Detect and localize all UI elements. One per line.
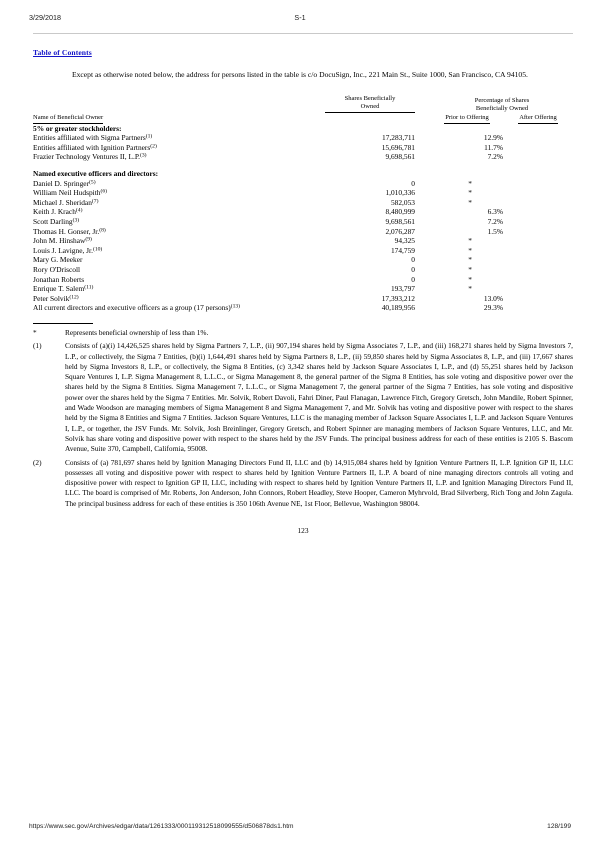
cell-owner-name: William Neil Hudspith$^{(6)}$ (33, 188, 107, 198)
table-row (33, 133, 573, 143)
footnote-reference: (6) (100, 188, 107, 195)
footnote-reference: (10) (92, 246, 103, 253)
cell-owner-name: Scott Darling$^{(3)}$ (33, 217, 80, 227)
beneficial-ownership-table (33, 95, 573, 313)
page-number: 123 (297, 526, 309, 536)
table-section-heading-row (33, 124, 573, 134)
table-cell-empty (415, 124, 431, 134)
table-row (33, 217, 573, 227)
cell-percent-after-offering (503, 246, 573, 256)
cell-percent-prior-to-offering: * (468, 245, 472, 255)
cell-percent-after-offering (503, 236, 573, 246)
cell-percent-prior-to-offering: 13.0% (483, 293, 503, 303)
cell-percent-prior-to-offering: * (468, 284, 472, 294)
cell-shares-owned: 0 (411, 255, 415, 265)
cell-gap (415, 227, 431, 237)
cell-owner-name: John M. Hinshaw$^{(9)}$ (33, 236, 92, 246)
cell-gap (415, 265, 431, 275)
cell-percent-after-offering (503, 294, 573, 304)
footnotes-table (33, 328, 573, 512)
cell-gap (415, 303, 431, 313)
header-after-offering (503, 113, 573, 124)
table-cell-empty (325, 124, 415, 134)
footnote-marker: * (33, 327, 37, 337)
cell-percent-after-offering (503, 255, 573, 265)
cell-percent-after-offering (503, 217, 573, 227)
cell-owner-name: Daniel D. Springer$^{(5)}$ (33, 178, 96, 188)
cell-percent-prior-to-offering: * (468, 236, 472, 246)
cell-gap (415, 143, 431, 153)
cell-shares-owned: 0 (411, 274, 415, 284)
header-percentage-group (431, 95, 573, 113)
table-head (33, 95, 573, 124)
cell-shares-owned: 0 (411, 265, 415, 274)
table-row (33, 265, 573, 275)
document-content (33, 42, 573, 535)
table-row (33, 236, 573, 246)
cell-shares-owned: 40,189,956 (381, 303, 415, 313)
header-shares-line1: Shares Beneficially (344, 94, 396, 102)
table-section-heading: 5% or greater stockholders: (33, 123, 122, 133)
table-row (33, 275, 573, 285)
table-row (33, 284, 573, 294)
table-of-contents-link[interactable]: Table of Contents (33, 48, 92, 57)
cell-percent-prior-to-offering: 7.2% (487, 217, 503, 227)
table-section-heading-row (33, 169, 573, 179)
cell-percent-prior-to-offering: * (468, 188, 472, 198)
cell-shares-owned: 174,759 (390, 245, 415, 255)
table-row (33, 303, 573, 313)
header-shares-empty (325, 113, 415, 124)
footnote-reference: (7) (91, 198, 99, 205)
cell-percent-prior-to-offering: * (468, 274, 472, 284)
cell-shares-owned: 0 (411, 178, 415, 188)
header-prior-to-offering (431, 113, 503, 124)
table-cell-empty (431, 169, 503, 179)
cell-owner-name: Frazier Technology Ventures II, L.P.$^{(3)}$ (33, 152, 147, 162)
cell-percent-prior-to-offering: 12.9% (483, 133, 503, 143)
header-percentage-line2: Beneficially Owned (475, 104, 529, 112)
print-source-url: https://www.sec.gov/Archives/edgar/data/1261333/000119312518099555/d506878ds1.htm (29, 823, 294, 830)
table-cell-empty (503, 124, 573, 134)
footnote-reference: (3) (139, 153, 147, 160)
cell-percent-after-offering (503, 152, 573, 162)
cell-percent-after-offering (503, 284, 573, 294)
table-row (33, 188, 573, 198)
table-row (33, 246, 573, 256)
cell-shares-owned: 17,283,711 (382, 133, 415, 143)
cell-gap (415, 188, 431, 198)
table-row (33, 179, 573, 189)
table-section-heading: Named executive officers and directors: (33, 169, 159, 179)
cell-owner-name: Peter Solvik$^{(12)}$ (33, 293, 79, 303)
cell-percent-after-offering (503, 227, 573, 237)
footnote-text: Consists of (a) 781,697 shares held by Ignition Managing Directors Fund II, LLC and (b) 14,915,084 shares held by Ignition Venture Partners II, L.P. Ignition GP II, LLC possesses all voting and dispositive power with respect to shares held by Ignition Venture Partners II, L.P. A board of nine managing directors controls all voting and dispositive power with respect to Ignition GP II, LLC, including with respect to shares held by Ignition Venture Partners II, L.P. and Ignition Managing Directors Fund II, LLC. The board is comprised of Mr. Roberts, Jon Anderson, John Connors, Robert Headley, Steve Hooper, Cameron Myhrvold, Brad Silverberg, Rich Tong and John Zagula. The principal business address for each of these entities is 350 106th Avenue NE, 1st Floor, Bellevue, Washington 98004. (65, 457, 573, 508)
footnote-reference: (8) (99, 227, 106, 234)
browser-print-header (0, 13, 600, 27)
footnote-text: Represents beneficial ownership of less than 1%. (65, 327, 209, 337)
cell-percent-prior-to-offering: * (468, 255, 472, 265)
cell-shares-owned: 9,698,561 (385, 217, 415, 227)
cell-owner-name: Thomas H. Gonser, Jr.$^{(8)}$ (33, 226, 106, 236)
cell-owner-name: Mary G. Meeker (33, 255, 83, 265)
footnote-reference: (4) (75, 208, 83, 215)
cell-gap (415, 207, 431, 217)
cell-percent-after-offering (503, 303, 573, 313)
browser-print-footer (0, 823, 600, 835)
table-cell-empty (415, 169, 431, 179)
cell-owner-name: Entities affiliated with Sigma Partners$^{(1)}$ (33, 133, 153, 143)
table-row (33, 198, 573, 208)
footnote-reference: (9) (85, 236, 92, 243)
cell-owner-name: Rory O'Driscoll (33, 265, 81, 274)
header-divider (33, 33, 573, 34)
cell-owner-name: Enrique T. Salem$^{(11)}$ (33, 284, 94, 294)
cell-percent-after-offering (503, 265, 573, 275)
footnotes-body (33, 328, 573, 512)
cell-percent-prior-to-offering: 6.3% (487, 207, 503, 217)
cell-percent-after-offering (503, 143, 573, 153)
header-name-label: Name of Beneficial Owner (33, 113, 103, 124)
cell-percent-after-offering (503, 179, 573, 189)
table-row (33, 207, 573, 217)
table-cell-empty (503, 169, 573, 179)
cell-percent-prior-to-offering: 1.5% (487, 226, 503, 236)
table-row (33, 152, 573, 162)
cell-owner-name: Keith J. Krach$^{(4)}$ (33, 207, 83, 217)
cell-percent-prior-to-offering: * (468, 197, 472, 207)
table-section-spacer (33, 162, 573, 169)
header-shares-group (325, 95, 415, 113)
cell-gap (415, 179, 431, 189)
cell-percent-after-offering (503, 198, 573, 208)
cell-gap (415, 255, 431, 265)
cell-percent-prior-to-offering: * (468, 265, 472, 274)
cell-shares-owned: 193,797 (390, 284, 415, 294)
cell-shares-owned: 582,053 (390, 197, 415, 207)
footnote-row (33, 328, 573, 341)
footnote-reference: (2) (150, 143, 157, 150)
cell-gap (415, 246, 431, 256)
cell-owner-name: Entities affiliated with Ignition Partners$^{(2)}$ (33, 142, 157, 152)
header-prior-label: Prior to Offering (444, 114, 490, 124)
footnote-reference: (1) (145, 133, 153, 140)
cell-shares-owned: 17,393,212 (381, 293, 415, 303)
cell-owner-name: Jonathan Roberts (33, 274, 85, 284)
footnote-row (33, 341, 573, 457)
table-header-row (33, 113, 573, 124)
table-row (33, 294, 573, 304)
footnote-reference: (11) (84, 284, 94, 291)
cell-percent-after-offering (503, 275, 573, 285)
cell-gap (415, 198, 431, 208)
table-body (33, 124, 573, 313)
cell-owner-name: Michael J. Sheridan$^{(7)}$ (33, 197, 99, 207)
cell-percent-after-offering (503, 188, 573, 198)
print-document-title: S-1 (294, 13, 306, 22)
cell-shares-owned: 94,325 (394, 236, 415, 246)
footnote-reference: (12) (69, 294, 79, 301)
cell-shares-owned: 9,698,561 (385, 152, 415, 162)
print-page-indicator: 128/199 (547, 823, 571, 830)
table-row (33, 255, 573, 265)
header-spacer (33, 95, 325, 113)
cell-percent-prior-to-offering: 29.3% (483, 303, 503, 313)
cell-percent-after-offering (503, 133, 573, 143)
table-row (33, 227, 573, 237)
cell-gap (415, 217, 431, 227)
table-row (33, 143, 573, 153)
cell-gap (415, 284, 431, 294)
footnote-marker: (1) (33, 341, 42, 351)
cell-gap (415, 133, 431, 143)
intro-paragraph: Except as otherwise noted below, the address for persons listed in the table is c/o DocuSign, Inc., 221 Main St., Suite 1000, San Francisco, CA 94105. (72, 70, 528, 79)
cell-shares-owned: 2,076,287 (385, 226, 415, 236)
header-after-label: After Offering (518, 114, 558, 124)
cell-shares-owned: 1,010,336 (385, 188, 415, 198)
cell-owner-name: Louis J. Lavigne, Jr.$^{(10)}$ (33, 245, 103, 255)
footnote-divider (33, 323, 93, 324)
cell-shares-owned: 8,480,999 (385, 207, 415, 217)
table-cell-empty (431, 124, 503, 134)
cell-gap (415, 275, 431, 285)
cell-percent-prior-to-offering: 11.7% (484, 142, 503, 152)
footnote-reference: (5) (89, 179, 96, 186)
cell-gap (415, 152, 431, 162)
footnote-text: Consists of (a)(i) 14,426,525 shares held by Sigma Partners 7, L.P., (ii) 907,194 shares held by Sigma Associates 7, L.P., and (iii) 168,271 shares held by Sigma Investors 7, L.P., or collectively, the Sigma 7 Entities, (b)(i) 1,644,491 shares held by Sigma Partners 8, L.P., (ii) 59,850 shares held by Sigma Associates 8, L.P., and (iii) 17,667 shares held by Sigma Investors 8, L.P., or collectively, the Sigma 8 Entities, (c) 3,342 shares held by Jackson Square Associates I, L.P., and (d) 55,251 shares held by Jackson Square Ventures I, L.P. Sigma Management 8, L.L.C., or Sigma Management 8, the general partner of the Sigma 8 Entities, has sole voting and dispositive power over the shares held by the Sigma 8 Entities. Sigma Management 7, L.L.C., or Sigma Management 7, the general partner of the Sigma 7 Entities, has sole voting and dispositive power over the shares held by the Sigma 7 Entities. Mr. Solvik, Robert Davoli, Fahri Diner, Paul Flanagan, Lawrence Fitch, Gregory Gretsch, John Mandile, Robert Spinner, and Wade Woodson are managing members of Sigma Management 8 and Sigma Management 7, and Mr. Solvik has voting and dispositive power with respect to the shares held by the Sigma 8 Entities and Sigma 7 Entities. Jackson Square Ventures, LLC is the managing member of Jackson Square Associates I, L.P. and Jackson Square Ventures I, L.P., or together, the JSV Funds. Mr. Solvik, Josh Breinlinger, Gregory Gretsch, and Robert Spinner are managing members of Jackson Square Ventures, LLC, and Mr. Solvik has share voting and dispositive power with respect to the shares held by the JSV Funds. The principal business address for each of these entities is 2105 S. Bascom Avenue, Suite 370, Campbell, California, 95008. (65, 341, 573, 454)
cell-gap (415, 236, 431, 246)
print-date: 3/29/2018 (29, 13, 61, 22)
footnote-reference: (3) (72, 217, 80, 224)
table-header-group-row (33, 95, 573, 113)
cell-shares-owned: 15,696,781 (381, 142, 415, 152)
footnote-marker: (2) (33, 457, 42, 467)
cell-percent-prior-to-offering: * (468, 178, 472, 188)
cell-gap (415, 294, 431, 304)
table-cell-empty (325, 169, 415, 179)
header-gap-2 (415, 113, 431, 124)
cell-percent-after-offering (503, 207, 573, 217)
header-shares-line2: Owned (325, 103, 415, 113)
header-gap (415, 95, 431, 113)
cell-percent-prior-to-offering: 7.2% (487, 152, 503, 162)
cell-owner-name: All current directors and executive officers as a group (17 persons)$^{(13)}$ (33, 303, 241, 313)
footnote-row (33, 458, 573, 512)
header-name-of-beneficial-owner (33, 113, 325, 124)
header-percentage-line1: Percentage of Shares (474, 96, 530, 104)
footnote-reference: (13) (230, 304, 241, 311)
